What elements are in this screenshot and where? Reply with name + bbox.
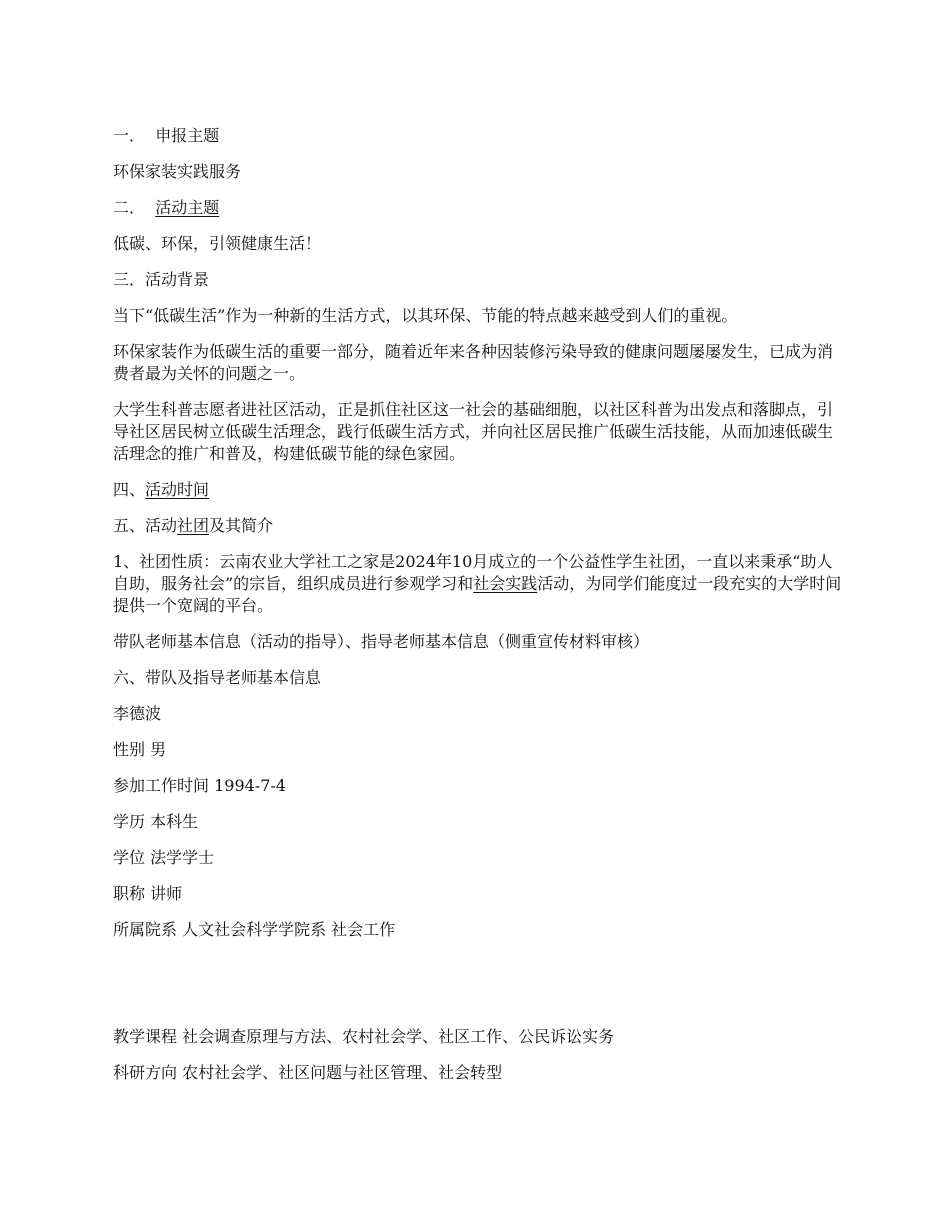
section-1-number: 一．	[113, 126, 146, 145]
section-1-title: 申报主题	[155, 126, 220, 145]
section-6-heading: 六、带队及指导老师基本信息	[113, 668, 322, 687]
teacher-work-start: 参加工作时间 1994-7-4	[113, 776, 286, 795]
section-5-paragraph-2: 带队老师基本信息（活动的指导）、指导老师基本信息（侧重宣传材料审核）	[113, 632, 650, 651]
teacher-title: 职称 讲师	[113, 884, 183, 903]
section-5-heading-underlined: 社团	[177, 516, 210, 535]
section-5-p1-underlined: 社会实践	[473, 574, 538, 593]
section-5-p1-part-a: 1、社团性质：云南农业大学社工之家是2024年10月成立的一个公益性学生社团，一直以来秉承“助人自助，服务社会”的宗旨，组织成员进行参观学习和	[113, 552, 833, 593]
teacher-research: 科研方向 农村社会学、社区问题与社区管理、社会转型	[113, 1063, 503, 1082]
section-2-title: 活动主题	[155, 198, 220, 217]
section-2-heading	[113, 197, 843, 219]
spacer	[113, 955, 843, 1026]
teacher-gender: 性别 男	[113, 740, 167, 759]
teacher-degree: 学位 法学学士	[113, 848, 215, 867]
document-page	[113, 125, 843, 1098]
section-4-heading	[113, 479, 843, 501]
section-3-heading: 三．活动背景	[113, 270, 210, 289]
section-3-paragraph-3: 大学生科普志愿者进社区活动，正是抓住社区这一社会的基础细胞，以社区科普为出发点和落脚点，引导社区居民树立低碳生活理念，践行低碳生活方式，并向社区居民推广低碳生活技能，从而加速低碳生活理念的推广和普及，构建低碳节能的绿色家园。	[113, 400, 834, 463]
teacher-courses: 教学课程 社会调查原理与方法、农村社会学、社区工作、公民诉讼实务	[113, 1027, 615, 1046]
section-5-heading-part-a: 五、活动	[113, 516, 178, 535]
section-5-p1-part-b: 活动，为同学们能度过一段充实的大学时间提供一个宽阔的平台。	[113, 574, 842, 615]
section-3-paragraph-1: 当下“低碳生活”作为一种新的生活方式，以其环保、节能的特点越来越受到人们的重视。	[113, 306, 738, 325]
section-1-body: 环保家装实践服务	[113, 162, 242, 181]
teacher-name: 李德波	[113, 704, 162, 723]
teacher-education: 学历 本科生	[113, 812, 199, 831]
section-3-paragraph-2: 环保家装作为低碳生活的重要一部分，随着近年来各种因装修污染导致的健康问题屡屡发生，已成为消费者最为关怀的问题之一。	[113, 342, 834, 383]
section-2-number: 二．	[113, 198, 146, 217]
section-1-heading	[113, 125, 843, 147]
section-5-heading-part-b: 及其简介	[209, 516, 274, 535]
section-5-heading	[113, 515, 843, 537]
section-4-number: 四、	[113, 480, 146, 499]
teacher-department: 所属院系 人文社会科学学院系 社会工作	[113, 920, 396, 939]
section-2-body: 低碳、环保，引领健康生活！	[113, 234, 322, 253]
section-4-title: 活动时间	[145, 480, 210, 499]
section-5-paragraph-1	[113, 551, 843, 617]
